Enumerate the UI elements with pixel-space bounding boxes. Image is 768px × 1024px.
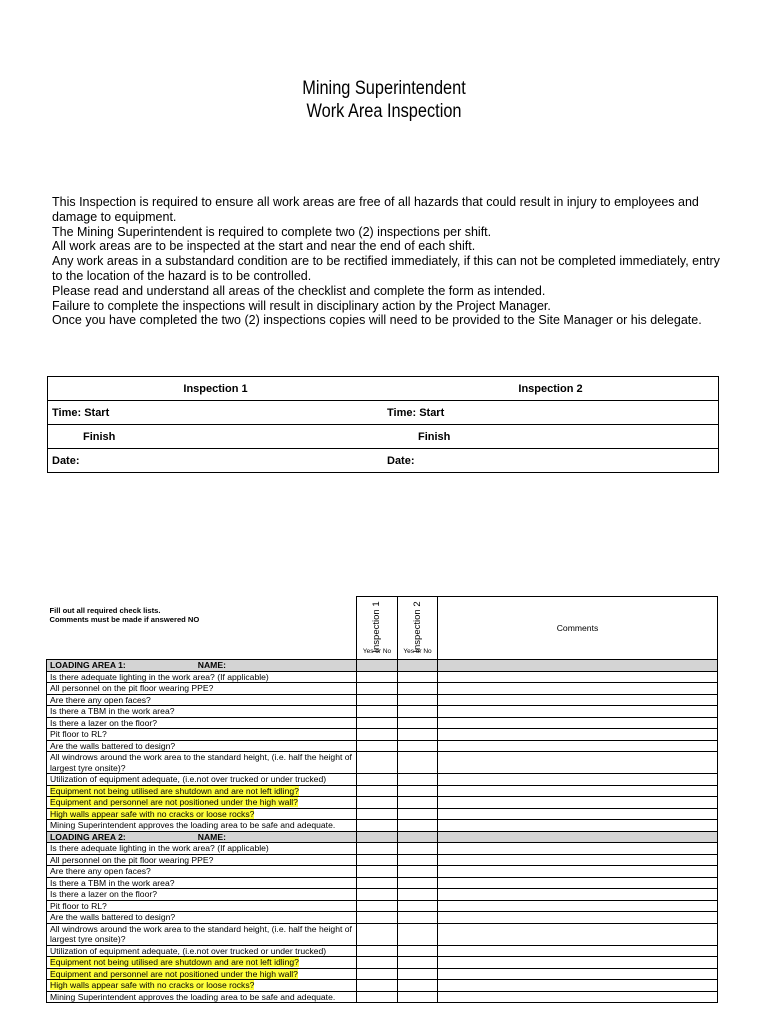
comments-cell[interactable]	[438, 957, 718, 969]
inspection-1-answer-cell[interactable]	[357, 889, 398, 901]
comments-cell[interactable]	[438, 729, 718, 741]
checklist-row	[47, 945, 718, 957]
checklist-question-text: Mining Superintendent approves the loading area to be safe and adequate.	[50, 991, 336, 1002]
comments-cell[interactable]	[438, 740, 718, 752]
section-blank-cell	[398, 831, 438, 843]
checklist-question-text: All windrows around the work area to the standard height, (i.e. half the height of largest tyre onsite)?	[50, 923, 352, 944]
checklist-question	[47, 957, 357, 969]
inspection-1-answer-cell[interactable]	[357, 740, 398, 752]
checklist-question	[47, 912, 357, 924]
comments-cell[interactable]	[438, 820, 718, 832]
intro-line: Once you have completed the two (2) inspections copies will need to be provided to the Site Manager or his delegate.	[52, 313, 702, 328]
checklist-header-row	[47, 597, 718, 660]
inspection-2-answer-cell[interactable]	[398, 729, 438, 741]
inspection-2-answer-cell[interactable]	[398, 694, 438, 706]
checklist-row	[47, 889, 718, 901]
inspection-2-answer-cell[interactable]	[398, 923, 438, 945]
section-header-row	[47, 831, 718, 843]
checklist-row	[47, 912, 718, 924]
comments-cell[interactable]	[438, 991, 718, 1003]
inspection-2-answer-cell[interactable]	[398, 706, 438, 718]
checklist-question-text: Are there any open faces?	[50, 694, 151, 705]
inspection-2-answer-cell[interactable]	[398, 968, 438, 980]
inspection-2-answer-cell[interactable]	[398, 912, 438, 924]
checklist-row	[47, 854, 718, 866]
intro-line: Failure to complete the inspections will result in disciplinary action by the Project Manager.	[52, 298, 551, 313]
comments-cell[interactable]	[438, 706, 718, 718]
inspection-2-answer-cell[interactable]	[398, 889, 438, 901]
comments-cell[interactable]	[438, 912, 718, 924]
checklist-row	[47, 808, 718, 820]
inspection-2-answer-cell[interactable]	[398, 683, 438, 695]
inspection-1-answer-cell[interactable]	[357, 729, 398, 741]
comments-cell[interactable]	[438, 785, 718, 797]
checklist-question-text: All personnel on the pit floor wearing PPE?	[50, 854, 214, 865]
inspection-1-answer-cell[interactable]	[357, 774, 398, 786]
inspection-1-answer-cell[interactable]	[357, 923, 398, 945]
inspection-2-answer-cell[interactable]	[398, 854, 438, 866]
section-blank-cell	[357, 660, 398, 672]
inspection-1-answer-cell[interactable]	[357, 957, 398, 969]
yes-or-no-label: Yes or No	[362, 647, 392, 655]
inspection-2-answer-cell[interactable]	[398, 774, 438, 786]
checklist-question	[47, 980, 357, 992]
inspection-1-answer-cell[interactable]	[357, 980, 398, 992]
checklist-row	[47, 968, 718, 980]
checklist-question-text: Pit floor to RL?	[50, 729, 107, 739]
checklist-row	[47, 694, 718, 706]
comments-cell[interactable]	[438, 671, 718, 683]
comments-cell[interactable]	[438, 889, 718, 901]
checklist-question	[47, 900, 357, 912]
yes-or-no-label: Yes or No	[403, 647, 432, 655]
inspection-1-answer-cell[interactable]	[357, 968, 398, 980]
checklist-question-text: Is there adequate lighting in the work area? (If applicable)	[50, 843, 269, 853]
inspection-1-answer-cell[interactable]	[357, 991, 398, 1003]
comments-cell[interactable]	[438, 923, 718, 945]
checklist-question-text: Equipment and personnel are not positioned under the high wall?	[50, 968, 298, 979]
inspection-2-answer-cell[interactable]	[398, 980, 438, 992]
inspection-1-start-time[interactable]: Time: Start	[48, 401, 384, 425]
checklist-question-text: Are there any open faces?	[50, 866, 151, 876]
comments-cell[interactable]	[438, 980, 718, 992]
checklist-row	[47, 991, 718, 1003]
checklist-note-line: Fill out all required check lists.	[49, 605, 161, 615]
comments-cell[interactable]	[438, 877, 718, 889]
checklist-row	[47, 752, 718, 774]
page-title-line1: Mining Superintendent	[302, 78, 466, 99]
section-header-row	[47, 660, 718, 672]
comments-cell[interactable]	[438, 968, 718, 980]
inspection-2-header: Inspection 2	[383, 377, 719, 401]
checklist-question	[47, 866, 357, 878]
inspection-1-answer-cell[interactable]	[357, 843, 398, 855]
checklist-question	[47, 683, 357, 695]
inspection-1-answer-cell[interactable]	[357, 694, 398, 706]
inspection-2-answer-cell[interactable]	[398, 717, 438, 729]
inspection-2-answer-cell[interactable]	[398, 991, 438, 1003]
comments-cell[interactable]	[438, 843, 718, 855]
inspection-1-answer-cell[interactable]	[357, 854, 398, 866]
checklist-question	[47, 752, 357, 774]
checklist-row	[47, 706, 718, 718]
checklist-question-text: Pit floor to RL?	[50, 900, 107, 911]
checklist-row	[47, 900, 718, 912]
checklist-row	[47, 980, 718, 992]
checklist-row	[47, 729, 718, 741]
inspection-2-date[interactable]: Date:	[387, 454, 415, 467]
inspection-2-answer-cell[interactable]	[398, 808, 438, 820]
section-title: LOADING AREA 2:	[50, 831, 126, 842]
intro-line: The Mining Superintendent is required to complete two (2) inspections per shift.	[52, 224, 492, 239]
checklist-question	[47, 694, 357, 706]
checklist-row	[47, 785, 718, 797]
checklist-table	[46, 596, 718, 1003]
section-blank-cell	[438, 831, 718, 843]
checklist-row	[47, 877, 718, 889]
inspection-1-answer-cell[interactable]	[357, 808, 398, 820]
checklist-question-text: Mining Superintendent approves the loading area to be safe and adequate.	[50, 820, 336, 830]
checklist-question-text: Equipment and personnel are not positioned under the high wall?	[50, 797, 298, 807]
checklist-row	[47, 957, 718, 969]
checklist-question-text: Are the walls battered to design?	[50, 740, 176, 751]
checklist-question	[47, 923, 357, 945]
inspection-2-answer-cell[interactable]	[398, 785, 438, 797]
checklist-row	[47, 740, 718, 752]
checklist-question	[47, 740, 357, 752]
inspection-1-answer-cell[interactable]	[357, 866, 398, 878]
checklist-question	[47, 774, 357, 786]
inspection-2-answer-cell[interactable]	[398, 797, 438, 809]
intro-line: Any work areas in a substandard condition are to be rectified immediately, if this can not be completed immediately, entry to the location of the hazard is to be controlled.	[52, 254, 720, 283]
checklist-question-text: Is there a TBM in the work area?	[50, 877, 175, 888]
comments-cell[interactable]	[438, 900, 718, 912]
inspection-2-column-label: Inspection 2	[411, 601, 423, 653]
checklist-question	[47, 854, 357, 866]
inspection-1-answer-cell[interactable]	[357, 683, 398, 695]
checklist-row	[47, 797, 718, 809]
inspection-2-start-time[interactable]: Time: Start	[383, 401, 719, 425]
checklist-question-text: High walls appear safe with no cracks or loose rocks?	[50, 808, 255, 819]
checklist-question	[47, 991, 357, 1003]
inspection-1-header: Inspection 1	[48, 377, 384, 401]
inspection-1-answer-cell[interactable]	[357, 717, 398, 729]
inspection-1-answer-cell[interactable]	[357, 820, 398, 832]
comments-cell[interactable]	[438, 854, 718, 866]
page-title-line2: Work Area Inspection	[306, 101, 462, 122]
inspection-1-column-header	[357, 597, 398, 660]
inspection-2-answer-cell[interactable]	[398, 820, 438, 832]
checklist-question-text: Equipment not being utilised are shutdown and are not left idling?	[50, 957, 299, 967]
inspection-2-answer-cell[interactable]	[398, 945, 438, 957]
comments-cell[interactable]	[438, 797, 718, 809]
inspection-1-answer-cell[interactable]	[357, 752, 398, 774]
intro-line: Please read and understand all areas of the checklist and complete the form as intended.	[52, 283, 546, 298]
checklist-question-text: High walls appear safe with no cracks or loose rocks?	[50, 980, 255, 990]
inspection-1-answer-cell[interactable]	[357, 797, 398, 809]
inspection-1-finish-time[interactable]: Finish	[48, 425, 384, 449]
inspection-2-answer-cell[interactable]	[398, 671, 438, 683]
inspection-2-answer-cell[interactable]	[398, 866, 438, 878]
checklist-question	[47, 808, 357, 820]
checklist-question-text: Equipment not being utilised are shutdown and are not left idling?	[50, 785, 299, 796]
checklist-question	[47, 820, 357, 832]
checklist-row	[47, 683, 718, 695]
checklist-question	[47, 843, 357, 855]
checklist-notes	[47, 597, 357, 660]
checklist-row	[47, 774, 718, 786]
inspection-2-answer-cell[interactable]	[398, 957, 438, 969]
section-title-cell	[47, 831, 357, 843]
section-blank-cell	[398, 660, 438, 672]
checklist-question-text: All windrows around the work area to the standard height, (i.e. half the height of largest tyre onsite)?	[50, 752, 352, 773]
inspection-2-answer-cell[interactable]	[398, 900, 438, 912]
intro-line: All work areas are to be inspected at the start and near the end of each shift.	[52, 239, 476, 254]
inspection-1-answer-cell[interactable]	[357, 877, 398, 889]
comments-cell[interactable]	[438, 694, 718, 706]
checklist-row	[47, 717, 718, 729]
checklist-question	[47, 889, 357, 901]
checklist-row	[47, 923, 718, 945]
section-title: LOADING AREA 1:	[50, 660, 126, 670]
checklist-question	[47, 785, 357, 797]
inspection-1-answer-cell[interactable]	[357, 945, 398, 957]
comments-cell[interactable]	[438, 683, 718, 695]
inspection-1-answer-cell[interactable]	[357, 912, 398, 924]
checklist-question	[47, 706, 357, 718]
checklist-row	[47, 671, 718, 683]
checklist-question-text: Are the walls battered to design?	[50, 912, 176, 922]
checklist-question	[47, 797, 357, 809]
inspection-times-table	[47, 376, 719, 473]
comments-cell[interactable]	[438, 945, 718, 957]
inspection-2-answer-cell[interactable]	[398, 740, 438, 752]
checklist-question-text: Is there a lazer on the floor?	[50, 717, 158, 728]
section-blank-cell	[438, 660, 718, 672]
inspection-2-answer-cell[interactable]	[398, 877, 438, 889]
intro-line: This Inspection is required to ensure all work areas are free of all hazards that could result in injury to employees and damage to equipment.	[52, 195, 699, 224]
section-name-label: NAME:	[197, 660, 226, 670]
inspection-1-answer-cell[interactable]	[357, 671, 398, 683]
inspection-1-answer-cell[interactable]	[357, 785, 398, 797]
comments-cell[interactable]	[438, 808, 718, 820]
checklist-row	[47, 820, 718, 832]
checklist-question	[47, 671, 357, 683]
inspection-2-answer-cell[interactable]	[398, 752, 438, 774]
checklist-question-text: Is there a lazer on the floor?	[50, 889, 158, 899]
section-name-label: NAME:	[197, 831, 226, 842]
checklist-row	[47, 843, 718, 855]
section-title-cell	[47, 660, 357, 672]
checklist-note-line: Comments must be made if answered NO	[49, 614, 200, 624]
checklist-question	[47, 729, 357, 741]
inspection-2-finish-time[interactable]: Finish	[383, 425, 719, 449]
checklist-question-text: All personnel on the pit floor wearing PPE?	[50, 683, 214, 693]
checklist-question-text: Is there adequate lighting in the work area? (If applicable)	[50, 671, 269, 682]
inspection-1-column-label: Inspection 1	[371, 601, 382, 653]
inspection-1-answer-cell[interactable]	[357, 706, 398, 718]
inspection-1-date[interactable]: Date:	[52, 454, 80, 467]
checklist-question	[47, 717, 357, 729]
inspection-2-answer-cell[interactable]	[398, 843, 438, 855]
checklist-question-text: Utilization of equipment adequate, (i.e.not over trucked or under trucked)	[50, 945, 327, 956]
checklist-question	[47, 877, 357, 889]
intro-paragraphs	[52, 195, 732, 328]
section-blank-cell	[357, 831, 398, 843]
comments-cell[interactable]	[438, 752, 718, 774]
comments-cell[interactable]	[438, 774, 718, 786]
checklist-row	[47, 866, 718, 878]
inspection-1-answer-cell[interactable]	[357, 900, 398, 912]
comments-cell[interactable]	[438, 866, 718, 878]
checklist-question	[47, 945, 357, 957]
comments-column-header: Comments	[438, 597, 718, 660]
checklist-question	[47, 968, 357, 980]
inspection-2-column-header	[398, 597, 438, 660]
checklist-question-text: Is there a TBM in the work area?	[50, 706, 175, 716]
comments-cell[interactable]	[438, 717, 718, 729]
checklist-question-text: Utilization of equipment adequate, (i.e.not over trucked or under trucked)	[50, 774, 327, 784]
